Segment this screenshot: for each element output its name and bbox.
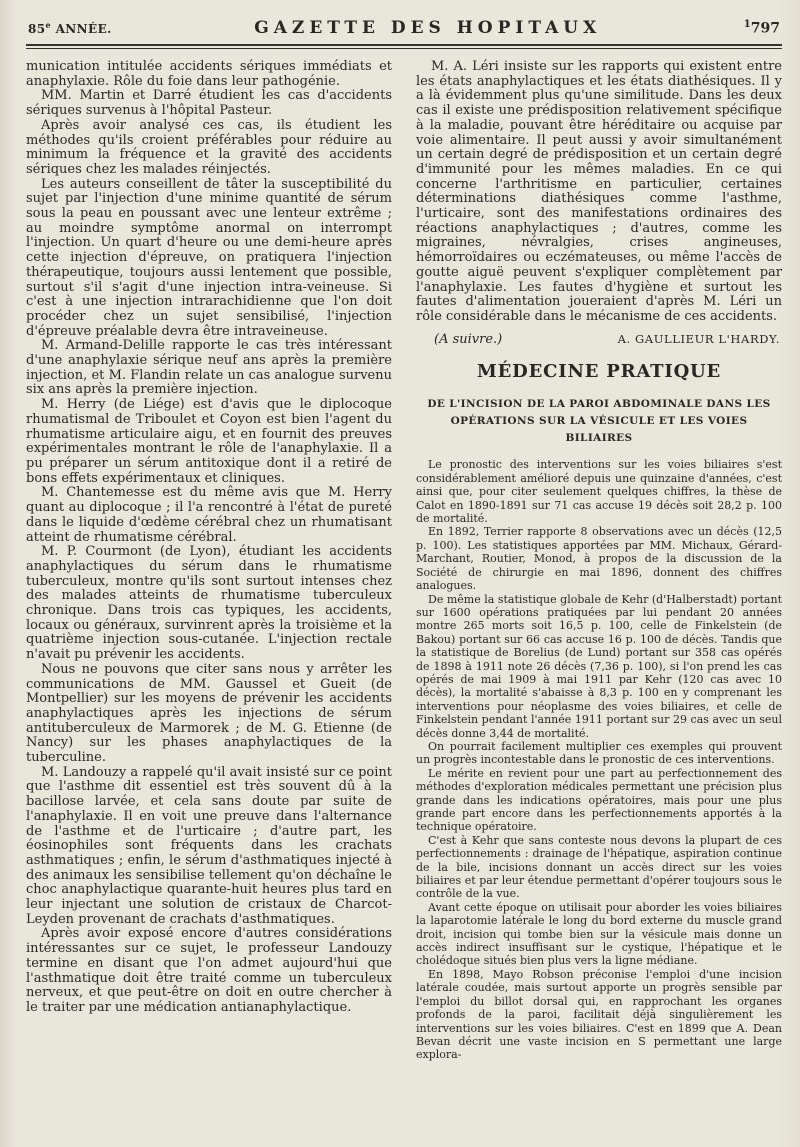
page-number-rest: 797 bbox=[750, 21, 780, 37]
paragraph: On pourrait facilement multiplier ces exemples qui prouvent un progrès incontestable dans le pronostic de ces interventions. bbox=[416, 739, 782, 767]
paragraph: En 1892, Terrier rapporte 8 observations avec un décès (12,5 p. 100). Les statistiques apportées par MM. Michaux, Gérard-Marchant, Routier, Monod, à propos de la discussion de la Société de chirurgie en mai 1896, donnent des chiffres analogues. bbox=[416, 525, 782, 593]
paragraph: M. Chantemesse est du même avis que M. Herry quant au diplocoque ; il l'a rencontré à l'état de pureté dans le liquide d'œdème cérébral chez un rhumatisant atteint de rhumatisme cérébral. bbox=[26, 485, 392, 545]
article-body bbox=[416, 458, 782, 1061]
paragraph: Après avoir exposé encore d'autres considérations intéressantes sur ce sujet, le professeur Landouzy termine en disant que l'on admet aujourd'hui que l'asthmatique doit être traité comme un tuberculeux nerveux, et que peut-être on doit en outre chercher à le traiter par une médication antianaphylactique. bbox=[26, 926, 392, 1015]
header-divider-thin bbox=[26, 48, 782, 49]
article-title: DE L'INCISION DE LA PAROI ABDOMINALE DANS LES OPÉRATIONS SUR LA VÉSICULE ET LES VOIES BILIAIRES bbox=[427, 398, 771, 444]
paragraph: M. A. Léri insiste sur les rapports qui existent entre les états anaphylactiques et les états diathésiques. Il y a là évidemment plus qu'une similitude. Dans les deux cas il existe une prédisposition relativement spécifique à la maladie, pouvant être héréditaire ou acquise par voie alimentaire. Il peut aussi y avoir simultanément un certain degré de prédisposition et un certain degré d'immunité pour les mêmes maladies. En ce qui concerne l'arthritisme en particulier, certaines déterminations diathésiques comme l'asthme, l'urticaire, sont des manifestations ordinaires des réactions anaphylactiques ; d'autres, comme les migraines, névralgies, crises angineuses, hémorroïdaires ou eczémateuses, ou même l'accès de goutte aiguë peuvent s'expliquer complètement par l'anaphylaxie. Les fautes d'hygiène et surtout les fautes d'alimentation joueraient d'après M. Léri un rôle considérable dans le mécanisme de ces accidents. bbox=[416, 59, 782, 324]
section-heading: MÉDECINE PRATIQUE bbox=[476, 361, 722, 383]
paragraph: Le pronostic des interventions sur les voies biliaires s'est considérablement amélioré depuis une quinzaine d'années, c'est ainsi que, pour citer seulement quelques chiffres, la thèse de Calot en 1890-1891 sur 71 cas accuse 19 décès soit 28,2 p. 100 de mortalité. bbox=[416, 458, 782, 526]
paragraph: M. P. Courmont (de Lyon), étudiant les accidents anaphylactiques du sérum dans le rhumatisme tuberculeux, montre qu'ils sont surtout intenses chez des malades atteints de rhumatisme tuberculeux chronique. Dans trois cas typiques, les accidents, locaux ou généraux, survinrent après la troisième et la quatrième injection sous-cutanée. L'injection rectale n'avait pu prévenir les accidents. bbox=[26, 544, 392, 663]
paragraph: De même la statistique globale de Kehr (d'Halberstadt) portant sur 1600 opérations pratiquées par lui pendant 20 années montre 265 morts soit 16,5 p. 100, celle de Finkelstein (de Bakou) portant sur 66 cas accuse 16 p. 100 de décès. Tandis que la statistique de Borelius (de Lund) portant sur 358 cas opérés de 1898 à 1911 note 26 décès (7,36 p. 100), si l'on prend les cas opérés de mai 1909 à mai 1911 par Kehr (120 cas avec 10 décès), la mortalité s'abaisse à 8,3 p. 100 en y comprenant les interventions pour néoplasme des voies biliaires, et celle de Finkelstein pendant l'année 1911 portant sur 29 cas avec un seul décès donne 3,44 de mortalité. bbox=[416, 592, 782, 740]
paragraph: Avant cette époque on utilisait pour aborder les voies biliaires la laparotomie latérale le long du bord externe du muscle grand droit, incision qui tombe bien sur la vésicule mais donne un accès indirect insuffisant sur le cystique, l'hépatique et le cholédoque situés bien plus vers la ligne médiane. bbox=[416, 900, 782, 968]
paragraph: MM. Martin et Darré étudient les cas d'accidents sériques survenus à l'hôpital Pasteur. bbox=[26, 88, 392, 119]
volume-word: ANNÉE. bbox=[55, 22, 112, 36]
header-divider-thick bbox=[26, 44, 782, 46]
page-header bbox=[26, 10, 782, 44]
left-column bbox=[26, 60, 392, 1062]
journal-title: GAZETTE DES HOPITAUX bbox=[254, 18, 602, 38]
paragraph: Nous ne pouvons que citer sans nous y arrêter les communications de MM. Gaussel et Gueit (de Montpellier) sur les moyens de prévenir les accidents anaphylactiques après les injections de sérum antituberculeux de Marmorek ; de M. G. Etienne (de Nancy) sur les phases anaphylactiques de la tuberculine. bbox=[26, 661, 392, 766]
paragraph: munication intitulée accidents sériques immédiats et anaphylaxie. Rôle du foie dans leur pathogénie. bbox=[26, 59, 392, 89]
to-be-continued-note: (A suivre.) bbox=[434, 331, 503, 347]
page-number bbox=[744, 19, 780, 37]
page-number-sup: 1 bbox=[743, 19, 751, 31]
paragraph: M. Herry (de Liége) est d'avis que le diplocoque rhumatismal de Triboulet et Coyon est bien l'agent du rhumatisme articulaire aigu, et en fournit des preuves expérimentales montrant le rôle de l'anaphylaxie. Il a pu préparer un sérum antitoxique dont il a retiré de bons effets expérimentaux et cliniques. bbox=[26, 397, 392, 486]
right-column bbox=[416, 60, 782, 1062]
paragraph: Le mérite en revient pour une part au perfectionnement des méthodes d'exploration médicales permettant une précision plus grande dans les indications opératoires, mais pour une plus grande part encore dans les perfectionnements apportés à la technique opératoire. bbox=[416, 766, 782, 834]
paragraph: En 1898, Mayo Robson préconise l'emploi d'une incision latérale coudée, mais surtout apporte un progrès sensible par l'emploi du billot dorsal qui, en rapprochant les organes profonds de la paroi, facilitait déjà singulièrement les interventions sur les voies biliaires. C'est en 1899 que A. Dean Bevan décrit une vaste incision en S permettant une large explora- bbox=[416, 967, 782, 1062]
paragraph: C'est à Kehr que sans conteste nous devons la plupart de ces perfectionnements : drainage de l'hépatique, aspiration continue de la bile, incisions donnant un accès direct sur les voies biliaires et par leur étendue permettant d'opérer toujours sous le contrôle de la vue. bbox=[416, 833, 782, 901]
volume-suffix: e bbox=[45, 20, 51, 30]
author-signature: A. GAULLIEUR L'HARDY. bbox=[617, 331, 780, 346]
page-body bbox=[26, 60, 782, 1062]
paragraph: Après avoir analysé ces cas, ils étudient les méthodes qu'ils croient préférables pour réduire au minimum la fréquence et la gravité des accidents sériques chez les malades réinjectés. bbox=[26, 117, 392, 177]
volume-label bbox=[28, 20, 112, 36]
paragraph: M. Landouzy a rappelé qu'il avait insisté sur ce point que l'asthme dit essentiel est très souvent dû à la bacillose larvée, et cela sans doute par suite de l'anaphylaxie. Il en voit une preuve dans l'alternance de l'asthme et de l'urticaire ; d'autre part, les éosinophiles sont fréquents dans les crachats asthmatiques ; enfin, le sérum d'asthmatiques injecté à des animaux les sensibilise tellement qu'on déchaîne le choc anaphylactique quarante-huit heures plus tard en leur injectant une solution de cristaux de Charcot-Leyden provenant de crachats d'asthmatiques. bbox=[26, 764, 392, 927]
paragraph: Les auteurs conseillent de tâter la susceptibilité du sujet par l'injection d'une minime quantité de sérum sous la peau en poussant avec une lenteur extrême ; au moindre symptôme anormal on interrompt l'injection. Un quart d'heure ou une demi-heure après cette injection d'épreuve, on pratiquera l'injection thérapeutique, toujours aussi lentement que possible, surtout s'il s'agit d'une injection intra-veineuse. Si c'est à une injection intrarachidienne que l'on doit procéder chez un sujet sensibilisé, l'injection d'épreuve préalable devra être intraveineuse. bbox=[26, 176, 392, 339]
paragraph: M. Armand-Delille rapporte le cas très intéressant d'une anaphylaxie sérique neuf ans après la première injection, et M. Flandin relate un cas analogue survenu six ans après la première injection. bbox=[26, 338, 392, 398]
article-signature-row bbox=[416, 332, 782, 348]
volume-number: 85 bbox=[28, 22, 46, 36]
